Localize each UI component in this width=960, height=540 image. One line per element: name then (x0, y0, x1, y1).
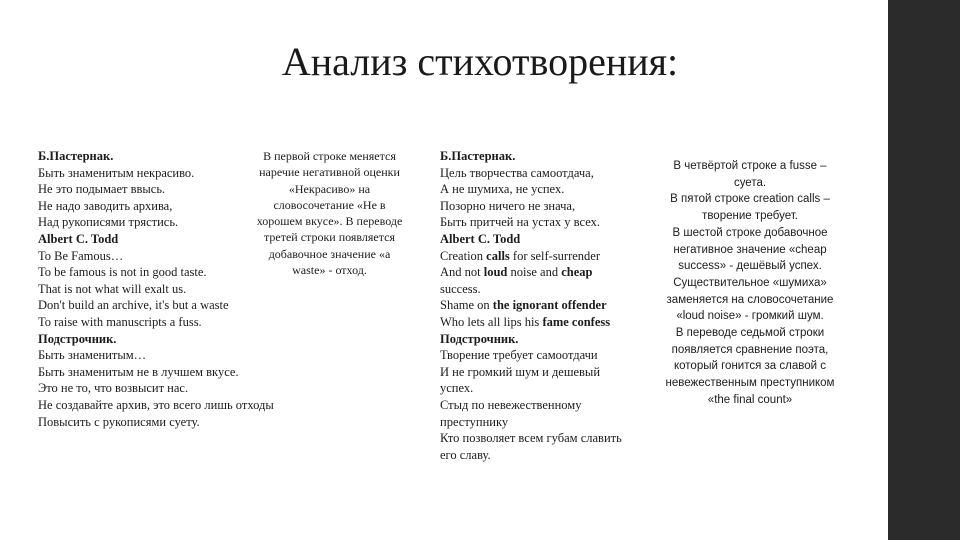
right-comment-line-10: «loud noise» - громкий шум. (676, 310, 824, 323)
right-ru-line-1: Цель творчества самоотдача, (440, 165, 594, 180)
right-ru-line-3: Позорно ничего не знача, (440, 198, 576, 213)
right-comment-line-12: появляется сравнение поэта, (671, 343, 829, 356)
left-poem-author: Б.Пастернак. (38, 149, 114, 163)
left-comment-line-1: В первой строке меняется (263, 149, 396, 163)
right-en-2c: noise and (507, 265, 562, 280)
right-en-2b: loud (483, 265, 508, 280)
right-comment-line-4: творение требует. (702, 210, 798, 223)
left-en-title: To Be Famous… (38, 248, 124, 263)
left-translator: Albert C. Todd (38, 231, 119, 246)
left-ru-line-4: Над рукописями трястись. (38, 215, 179, 230)
right-translator: Albert C. Todd (440, 231, 521, 246)
right-comment-line-6: негативное значение «cheap (673, 243, 827, 256)
left-poem-block (38, 148, 274, 430)
left-en-line-1: To be famous is not in good taste. (38, 265, 207, 280)
right-commentary-block (650, 158, 850, 409)
right-en-2a: And not (440, 265, 484, 280)
right-comment-line-11: В переводе седьмой строки (675, 327, 825, 340)
left-en-line-3: Don't build an archive, it's but a waste (38, 298, 229, 313)
right-comment-line-2: суета. (733, 176, 767, 189)
right-poem-block (440, 148, 622, 463)
right-en-4b: the ignorant offender (492, 298, 607, 313)
left-literal-line-3: Это не то, что возвысит нас. (38, 381, 189, 396)
right-poem-author: Б.Пастернак. (440, 149, 516, 163)
right-en-1a: Creation (440, 248, 487, 263)
left-literal-line-2: Быть знаменитым не в лучшем вкусе. (38, 364, 239, 379)
left-comment-line-7: добавочное значение «a (268, 246, 391, 261)
right-comment-line-9: заменяется на словосочетание (666, 293, 834, 306)
left-literal-line-1: Быть знаменитым… (38, 348, 147, 363)
left-comment-line-4: словосочетание «Не в (273, 197, 386, 212)
left-comment-line-2: наречие негативной оценки (259, 165, 400, 180)
left-ru-line-3: Не надо заводить архива, (38, 198, 173, 213)
left-comment-line-6: третей строки появляется (264, 230, 395, 245)
left-ru-line-1: Быть знаменитым некрасиво. (38, 165, 195, 180)
left-en-line-4: To raise with manuscripts a fuss. (38, 314, 202, 329)
right-en-5b: fame confess (542, 314, 611, 329)
right-en-line-1 (440, 248, 622, 265)
right-comment-line-1: В четвёртой строке a fusse – (673, 160, 827, 172)
right-comment-line-15: «the final count» (707, 393, 793, 406)
right-ru-line-2: А не шумиха, не успех. (440, 182, 565, 197)
right-literal-line-2: И не громкий шум и дешевый (440, 364, 601, 379)
right-en-1b: calls (486, 248, 510, 263)
right-ru-line-4: Быть притчей на устах у всех. (440, 215, 600, 230)
right-literal-line-7: его славу. (440, 447, 491, 462)
right-literal-line-3: успех. (440, 381, 474, 396)
right-en-4a: Shame on (440, 298, 493, 313)
right-literal-line-5: преступнику (440, 414, 509, 429)
right-literal-line-4: Стыд по невежественному (440, 397, 582, 412)
right-en-line-5 (440, 314, 622, 331)
right-comment-line-14: невежественным преступником (665, 377, 835, 390)
right-comment-line-8: Существительное «шумиха» (673, 276, 827, 289)
right-en-line-4 (440, 297, 622, 314)
right-en-1c: for self-surrender (509, 248, 601, 263)
left-literal-line-4: Не создавайте архив, это всего лишь отходы (38, 397, 274, 412)
right-en-2d: cheap (561, 265, 593, 280)
left-comment-line-3: «Некрасиво» на (288, 181, 371, 196)
right-literal-heading: Подстрочник. (440, 331, 519, 346)
right-comment-line-3: В пятой строке creation calls – (670, 193, 830, 206)
right-en-line-2 (440, 264, 622, 281)
right-en-line-3: success. (440, 281, 481, 296)
left-literal-line-5: Повысить с рукописями суету. (38, 414, 200, 429)
right-comment-line-7: success» - дешёвый успех. (678, 260, 822, 273)
right-literal-line-6: Кто позволяет всем губам славить (440, 431, 622, 446)
left-en-line-2: That is not what will exalt us. (38, 281, 187, 296)
right-literal-line-1: Творение требует самоотдачи (440, 348, 598, 363)
left-ru-line-2: Не это подымает ввысь. (38, 182, 166, 197)
slide-title: Анализ стихотворения: (281, 39, 679, 84)
left-comment-line-5: хорошем вкусе». В переводе (256, 214, 403, 229)
right-en-5a: Who lets all lips his (440, 314, 543, 329)
right-comment-line-5: В шестой строке добавочное (672, 226, 828, 239)
left-comment-line-8: waste» - отход. (292, 263, 367, 278)
left-literal-heading: Подстрочник. (38, 331, 117, 346)
left-commentary-block (242, 148, 417, 278)
right-comment-line-13: который гонится за славой с (673, 360, 826, 373)
